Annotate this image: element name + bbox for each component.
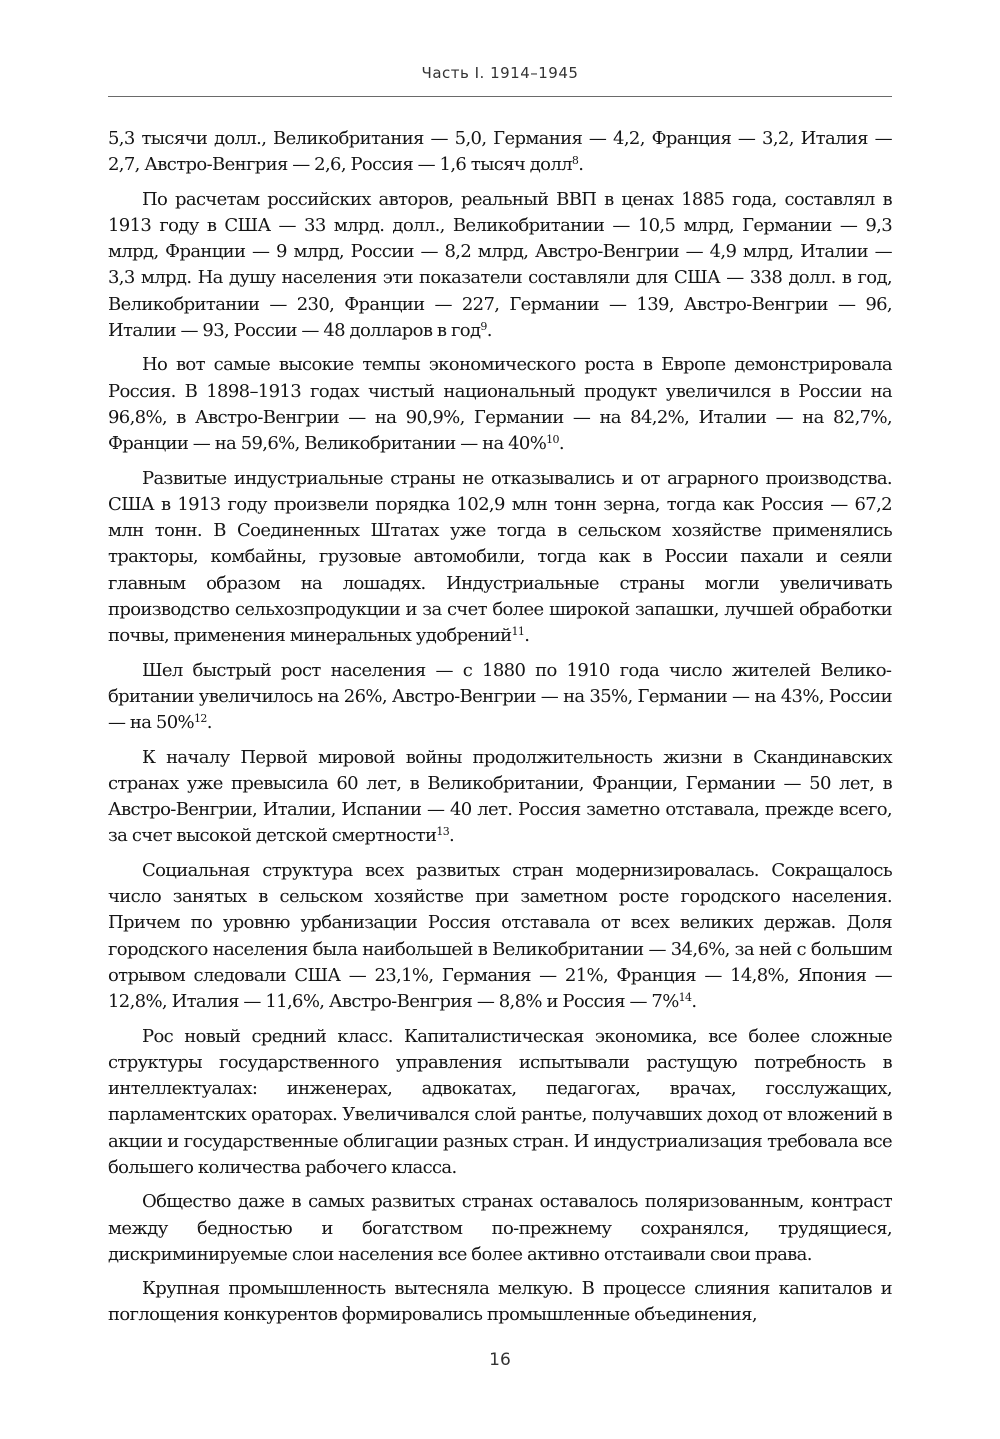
paragraph-text: Рос новый средний класс. Капиталистическая экономика, все более сложные структуры государственного управления испытывали растущую потребность в интеллектуалах: инженерах, адвокатах, педагогах, врачах, госслужащих, парламентских ораторах. Увеличивался слой рантье, получавших доход от вложений в акции и государственные облигации разных стран. И индустриализация требовала все большего количества рабочего класса. xyxy=(108,1025,892,1178)
paragraph-text: Общество даже в самых развитых странах оставалось поляризованным, контраст между бедностью и богатством по-прежнему сохранялся, трудящиеся, дискриминируемые слои населения все более активно отстаивали свои права. xyxy=(108,1191,892,1265)
paragraph-text: Крупная промышленность вытесняла мелкую. В процессе слияния капиталов и поглощения конкурентов формировались промышленные объединения, xyxy=(108,1278,892,1326)
paragraph-3: Но вот самые высокие темпы экономического роста в Европе демонстрировала Россия. В 1898–1913 годах чистый национальный продукт увеличился в России на 96,8%, в Австро-Венгрии — на 90,9%, Германии — на 84,2%, Италии — на 82,7%, Франции — на 59,6%, Великобритании — на 40%$^{10}$. xyxy=(108,354,892,455)
running-head: Часть I. 1914–1945 xyxy=(421,64,579,82)
footnote-ref: 8 xyxy=(571,154,579,168)
paragraph-10 xyxy=(108,1276,892,1329)
footnote-ref: 10 xyxy=(546,433,559,447)
footnote-ref: 9 xyxy=(480,320,487,334)
header-rule xyxy=(108,96,892,97)
body-text xyxy=(108,126,892,1329)
paragraph-1: 5,3 тысячи долл., Великобритания — 5,0, Германия — 4,2, Франция — 3,2, Италия — 2,7, Австро-Венгрия — 2,6, Россия — 1,6 тысяч долл$^8$. xyxy=(108,128,892,176)
page-number: 16 xyxy=(489,1350,511,1370)
paragraph-9 xyxy=(108,1189,892,1268)
paragraph-2: По расчетам российских авторов, реальный ВВП в ценах 1885 года, составлял в 1913 году в США — 33 млрд. долл., Великобритании — 10,5 млрд, Германии — 9,3 млрд, Франции — 9 млрд, России — 8,2 млрд, Австро-Венгрии — 4,9 млрд, Италии — 3,3 млрд. На душу населения эти показатели составляли для США — 338 долл. в год, Великобритании — 230, Франции — 227, Германии — 139, Австро-Венгрии — 96, Италии — 93, России — 48 долларов в год$^9$. xyxy=(108,188,892,342)
paragraph-text: Но вот самые высокие темпы экономического роста в Европе демонстрировала Россия. В 1898–1913 годах чистый национальный продукт увеличился в России на 96,8%, в Австро-Венгрии — на 90,9%, Германии — на 84,2%, Италии — на 82,7%, Франции — на 59,6%, Великобритании — на 40% xyxy=(108,354,892,455)
paragraph-text: Шел быстрый рост населения — с 1880 по 1910 года число жителей Великобритании увеличилось на 26%, Австро-Венгрии — на 35%, Германии — на 43%, России — на 50% xyxy=(108,659,892,734)
paragraph-4: Развитые индустриальные страны не отказывались и от аграрного производства. США в 1913 году произвели порядка 102,9 млн тонн зерна, тогда как Россия — 67,2 млн тонн. В Соединенных Штатах уже тогда в сельском хозяйстве применялись тракторы, комбайны, грузовые автомобили, тогда как в России пахали и сеяли главным образом на лошадях. Индустриальные страны могли увеличивать производство сельхозпродукции и за счет более широкой запашки, лучшей обработки почвы, применения минеральных удобрений$^{11}$. xyxy=(108,467,892,647)
paragraph-7: Социальная структура всех развитых стран модернизировалась. Сокращалось число занятых в сельском хозяйстве при заметном росте городского населения. Причем по уровню урбанизации Россия отставала от всех великих держав. Доля городского населения была наибольшей в Великобритании — 34,6%, за ней с большим отрывом следовали США — 23,1%, Германия — 21%, Франция — 14,8%, Япония — 12,8%, Италия — 11,6%, Австро-Венгрия — 8,8% и Россия — 7%$^{14}$. xyxy=(108,859,892,1013)
paragraph-text: Социальная структура всех развитых стран модернизировалась. Сокращалось число занятых в сельском хозяйстве при заметном росте городского населения. Причем по уровню урбанизации Россия отставала от всех великих держав. Доля городского населения была наибольшей в Великобритании — 34,6%, за ней с большим отрывом следовали США — 23,1%, Германия — 21%, Франция — 14,8%, Япония — 12,8%, Италия — 11,6%, Австро-Венгрия — 8,8% и Россия — 7% xyxy=(108,859,892,1013)
footnote-ref: 14 xyxy=(678,991,692,1005)
paragraph-text: Развитые индустриальные страны не отказывались и от аграрного производства. США в 1913 году произвели порядка 102,9 млн тонн зерна, тогда как Россия — 67,2 млн тонн. В Соединенных Штатах уже тогда в сельском хозяйстве применялись тракторы, комбайны, грузовые автомобили, тогда как в России пахали и сеяли главным образом на лошадях. Индустриальные страны могли увеличивать производство сельхозпродукции и за счет более широкой запашки, лучшей обработки почвы, применения минеральных удобрений xyxy=(108,467,892,647)
paragraph-text: По расчетам российских авторов, реальный ВВП в ценах 1885 года, составлял в 1913 году в США — 33 млрд. долл., Великобритании — 10,5 млрд, Германии — 9,3 млрд, Франции — 9 млрд, России — 8,2 млрд, Австро-Венгрии — 4,9 млрд, Италии — 3,3 млрд. На душу населения эти показатели составляли для США — 338 долл. в год, Великобритании — 230, Франции — 227, Германии — 139, Австро-Венгрии — 96, Италии — 93, России — 48 долларов в год xyxy=(108,188,892,342)
footnote-ref: 13 xyxy=(436,825,450,839)
paragraph-6: К началу Первой мировой войны продолжительность жизни в Скандинавских странах уже превысила 60 лет, в Великобритании, Франции, Германии — 50 лет, в Австро-Венгрии, Италии, Испании — 40 лет. Россия заметно отставала, прежде всего, за счет высокой детской смертности$^{13}$. xyxy=(108,746,892,847)
paragraph-5: Шел быстрый рост населения — с 1880 по 1910 года число жителей Великобритании увеличилось на 26%, Австро-Венгрии — на 35%, Германии — на 43%, России — на 50%$^{12}$. xyxy=(108,659,892,734)
paragraph-text: 5,3 тысячи долл., Великобритания — 5,0, Германия — 4,2, Франция — 3,2, Италия — 2,7, Австро-Венгрия — 2,6, Россия — 1,6 тысяч долл xyxy=(108,128,892,176)
paragraph-text: К началу Первой мировой войны продолжительность жизни в Скандинавских странах уже превысила 60 лет, в Великобритании, Франции, Германии — 50 лет, в Австро-Венгрии, Италии, Испании — 40 лет. Россия заметно отставала, прежде всего, за счет высокой детской смертности xyxy=(108,746,892,847)
footnote-ref: 11 xyxy=(511,625,525,639)
paragraph-8 xyxy=(108,1024,892,1182)
footnote-ref: 12 xyxy=(193,712,207,726)
